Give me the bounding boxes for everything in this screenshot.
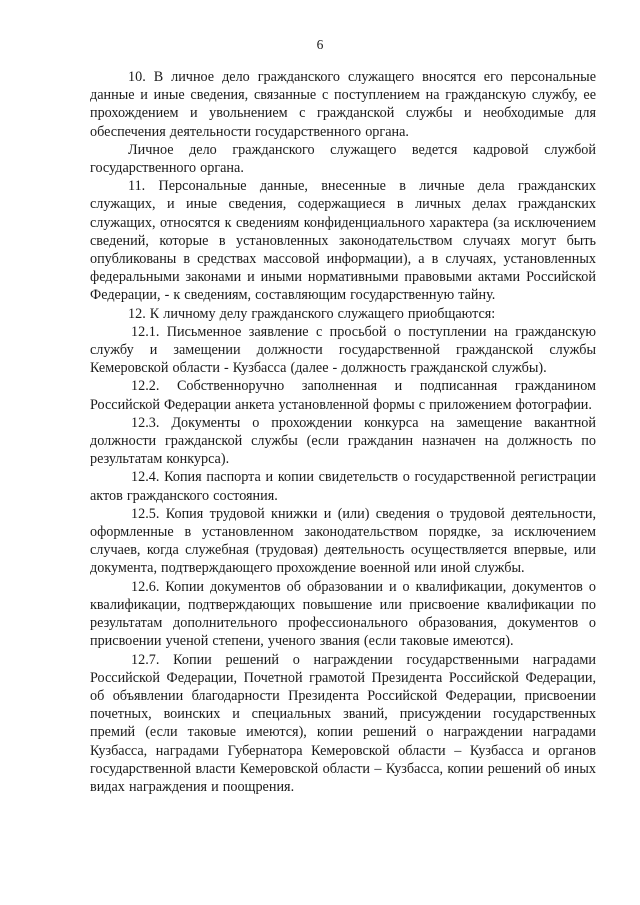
paragraph-12-4: 12.4. Копия паспорта и копии свидетельств о государственной регистрации актов гражданского состояния. bbox=[90, 469, 596, 504]
page-number: 6 bbox=[316, 37, 324, 52]
document-body bbox=[90, 68, 596, 796]
paragraph-11: 11. Персональные данные, внесенные в личные дела гражданских служащих, и иные сведения, содержащиеся в личных делах гражданских служащих, относятся к сведениям конфиденциального характера (за исключением сведений, которые в установленных законодательством случаях могут быть опубликованы в средствах массовой информации), а в случаях, установленных федеральными законами и иными нормативными правовыми актами Российской Федерации, - к сведениям, составляющим государственную тайну. bbox=[90, 178, 596, 304]
paragraph-personal-file-maintenance: Личное дело гражданского служащего ведется кадровой службой государственного органа. bbox=[90, 141, 596, 177]
paragraph-12-6: 12.6. Копии документов об образовании и о квалификации, документов о квалификации, подтверждающих повышение или присвоение квалификации по результатам дополнительного профессионального образования, документов о присвоении ученой степени, ученого звания (если таковые имеются). bbox=[90, 578, 596, 650]
paragraph-12-1: 12.1. Письменное заявление с просьбой о поступлении на гражданскую службу и замещении должности государственной гражданской службы Кемеровской области - Кузбасса (далее - должность гражданской службы). bbox=[90, 323, 596, 377]
paragraph-12-3: 12.3. Документы о прохождении конкурса на замещение вакантной должности гражданской службы (если гражданин назначен на должность по результатам конкурса). bbox=[90, 414, 596, 468]
paragraph-12-5: 12.5. Копия трудовой книжки и (или) сведения о трудовой деятельности, оформленные в установленном законодательством порядке, за исключением случаев, когда служебная (трудовая) деятельность осуществляется впервые, или документа, подтверждающего прохождение военной или иной службы. bbox=[90, 505, 596, 577]
paragraph-12-7: 12.7. Копии решений о награждении государственными наградами Российской Федерации, Почетной грамотой Президента Российской Федерации, об объявлении благодарности Президента Российской Федерации, присвоении почетных, воинских и специальных званий, присуждении государственных премий (если таковые имеются), копии решений о награждении наградами Кузбасса, наградами Губернатора Кемеровской области – Кузбасса и органов государственной власти Кемеровской области – Кузбасса, копии решений об иных видах награждения и поощрения. bbox=[90, 651, 596, 795]
paragraph-12: 12. К личному делу гражданского служащего приобщаются: bbox=[128, 305, 496, 322]
paragraph-10: 10. В личное дело гражданского служащего вносятся его персональные данные и иные сведения, связанные с поступлением на гражданскую службу, ее прохождением и увольнением с гражданской службы и необходимые для обеспечения деятельности государственного органа. bbox=[90, 69, 596, 140]
paragraph-12-2: 12.2. Собственноручно заполненная и подписанная гражданином Российской Федерации анкета установленной формы с приложением фотографии. bbox=[90, 378, 596, 413]
